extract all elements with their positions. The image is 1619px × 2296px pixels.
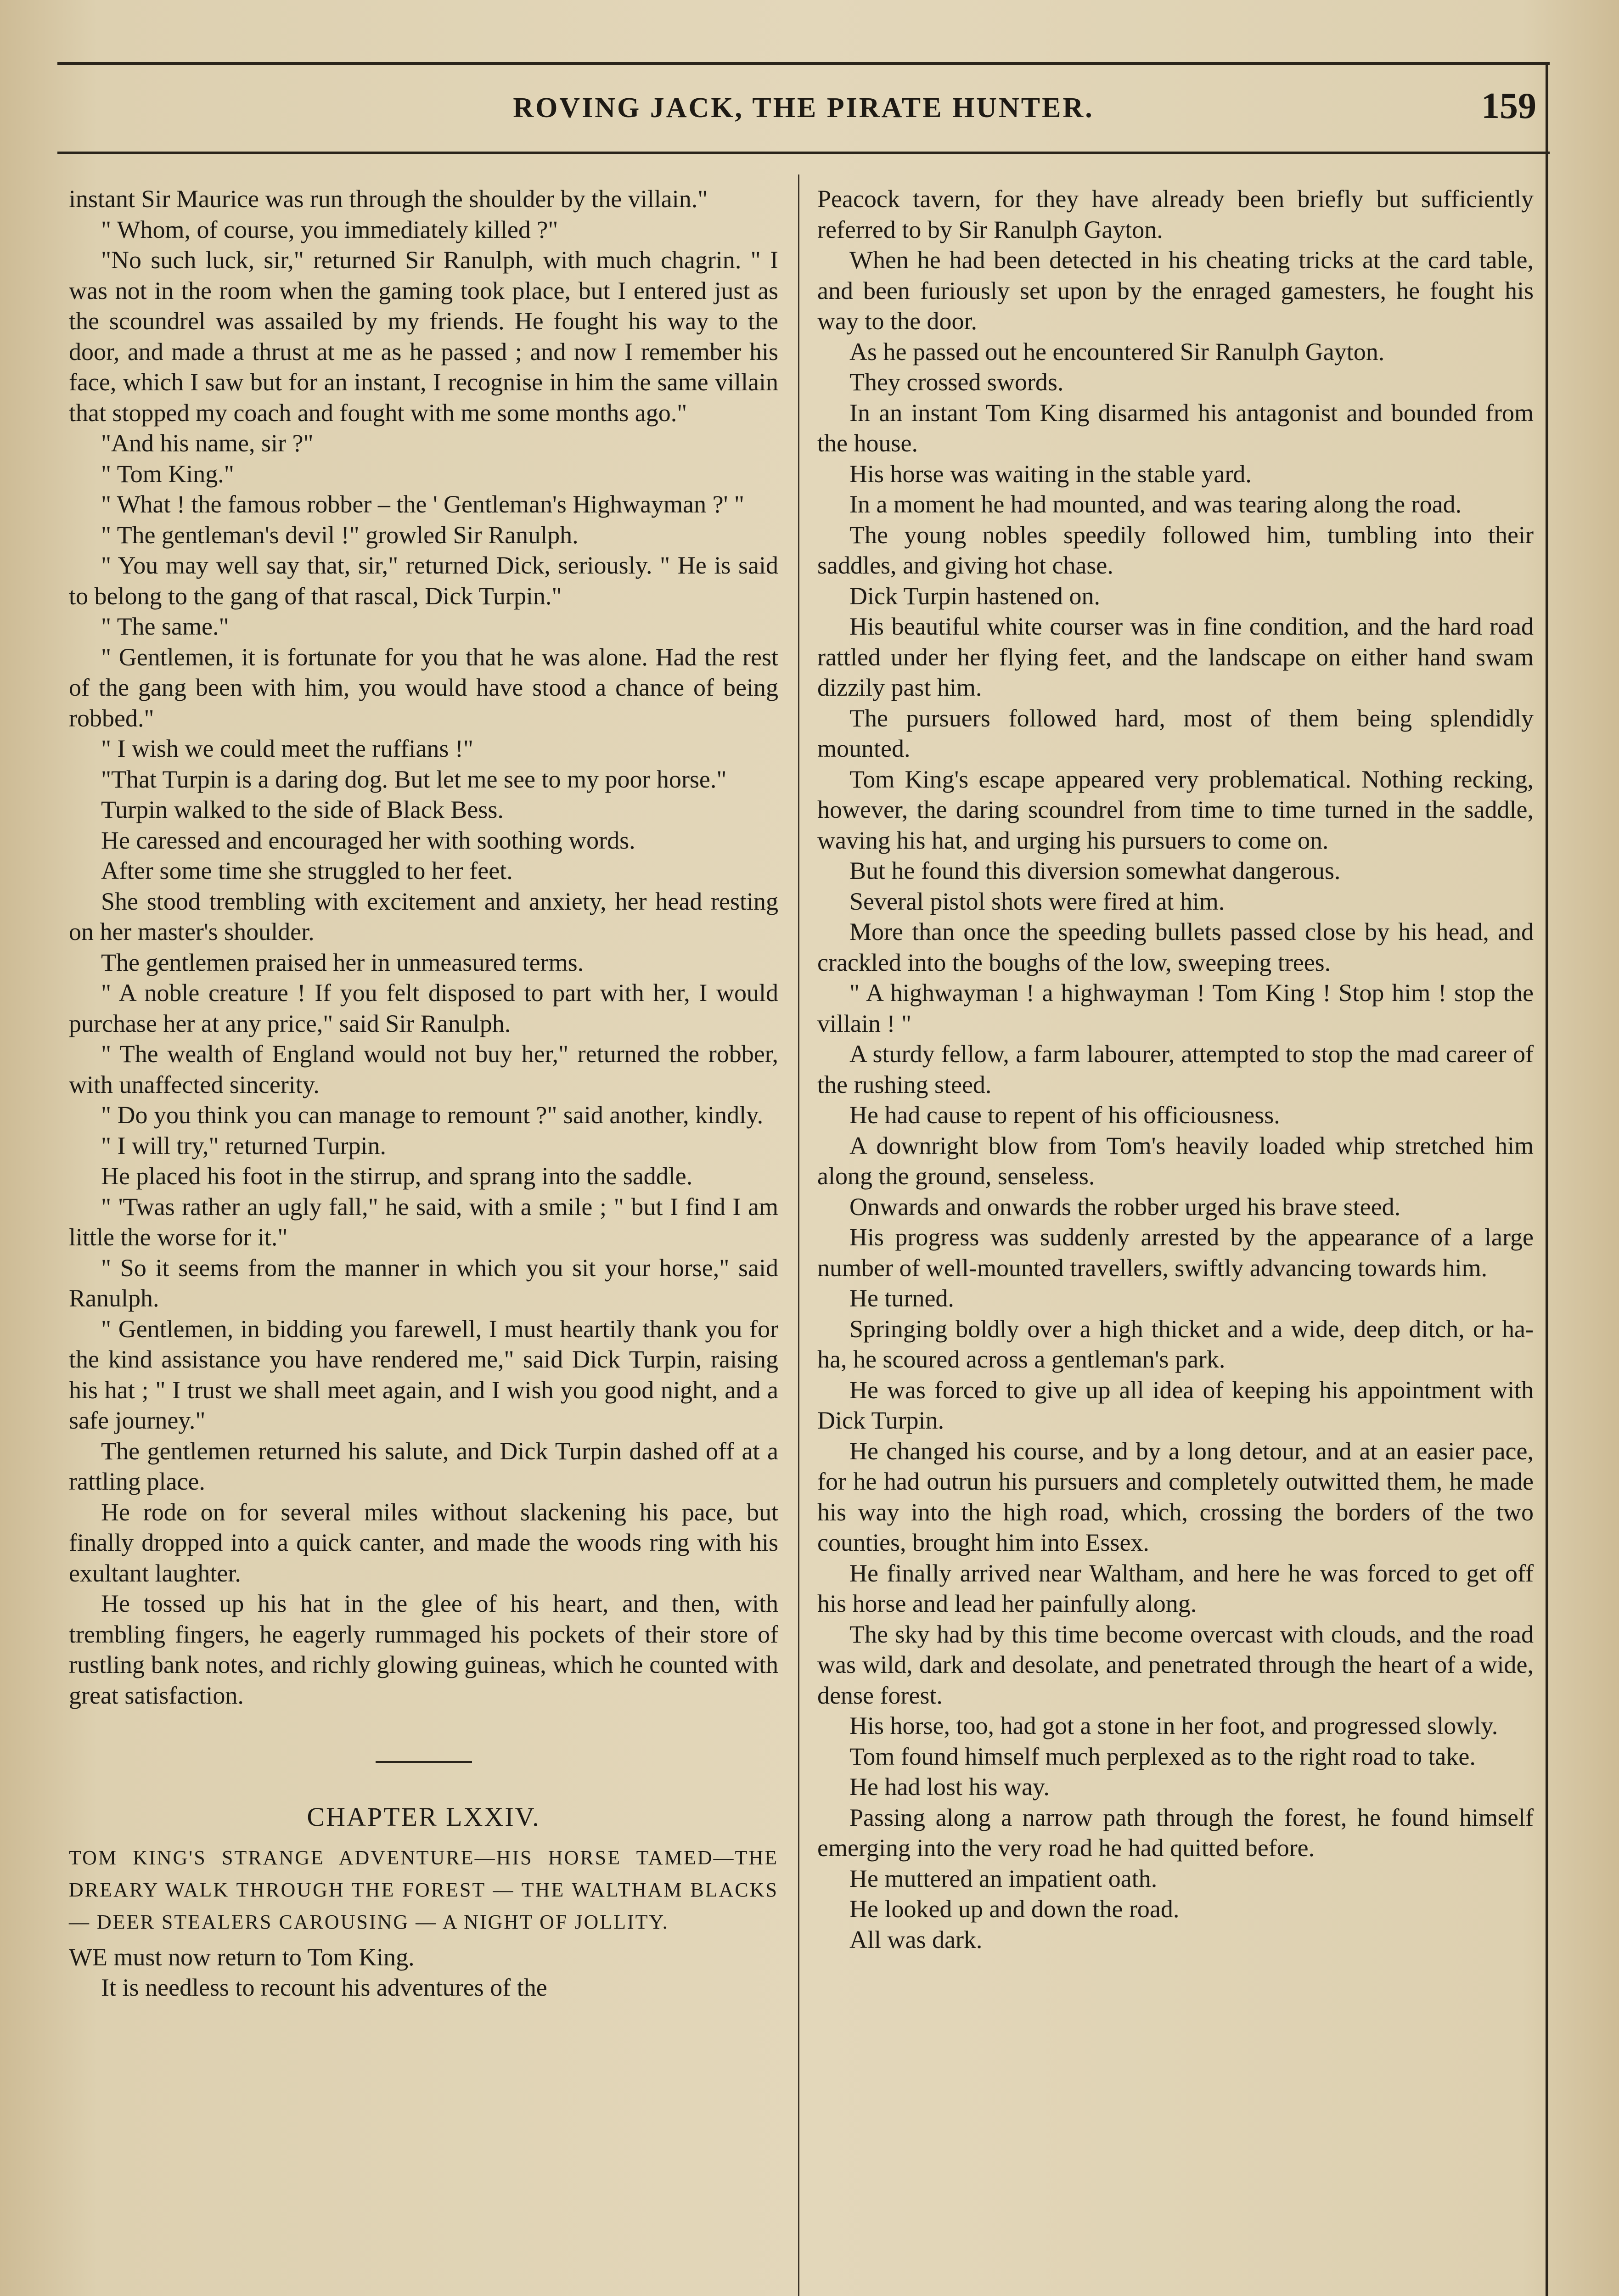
chapter-summary: TOM KING'S STRANGE ADVENTURE—HIS HORSE TAMED—THE DREARY WALK THROUGH THE FOREST — THE WALTHAM BLACKS — DEER STEALERS CAROUSING — A NIGHT OF JOLLITY.: [69, 1846, 778, 1933]
paragraph: "No such luck, sir," returned Sir Ranulph, with much chagrin. " I was not in the room when the gaming took place, but I entered just as the scoundrel was assailed by my friends. He fought his way to the door, and made a thrust at me as he passed ; and now I remember his face, which I saw but for an instant, I recognise in him the same villain that stopped my coach and fought with me some months ago.": [69, 246, 778, 427]
paragraph: " A highwayman ! a highwayman ! Tom King ! Stop him ! stop the villain ! ": [817, 979, 1534, 1037]
paragraph: All was dark.: [849, 1925, 983, 1953]
paragraph: The young nobles speedily followed him, tumbling into their saddles, and giving hot chase.: [817, 521, 1534, 579]
paragraph: " 'Twas rather an ugly fall," he said, with a smile ; " but I find I am little the worse for it.": [69, 1193, 778, 1251]
paragraph: His horse was waiting in the stable yard.: [849, 460, 1252, 488]
paragraph: The pursuers followed hard, most of them being splendidly mounted.: [817, 704, 1534, 762]
right-frame-rule: [1546, 62, 1548, 2296]
paragraph: He muttered an impatient oath.: [849, 1864, 1158, 1892]
paragraph: "And his name, sir ?": [101, 429, 314, 457]
paragraph: His horse, too, had got a stone in her foot, and progressed slowly.: [849, 1712, 1498, 1739]
right-column: [817, 184, 1534, 1955]
paragraph: He caressed and encouraged her with soothing words.: [101, 826, 635, 854]
paragraph: " Tom King.": [101, 460, 234, 488]
paragraph: After some time she struggled to her feet.: [101, 857, 513, 884]
paragraph: " So it seems from the manner in which you sit your horse," said Ranulph.: [69, 1254, 778, 1312]
paragraph: He finally arrived near Waltham, and here he was forced to get off his horse and lead her painfully along.: [817, 1559, 1534, 1617]
paragraph: " Gentlemen, in bidding you farewell, I must heartily thank you for the kind assistance you have rendered me," said Dick Turpin, raising his hat ; " I trust we shall meet again, and I wish you good night, and a safe journey.": [69, 1315, 778, 1434]
paragraph: The gentlemen returned his salute, and Dick Turpin dashed off at a rattling place.: [69, 1437, 778, 1495]
top-frame-rule: [57, 62, 1550, 65]
paragraph: A downright blow from Tom's heavily loaded whip stretched him along the ground, senseless.: [817, 1131, 1534, 1190]
paragraph: " A noble creature ! If you felt disposed to part with her, I would purchase her at any price," said Sir Ranulph.: [69, 979, 778, 1037]
paragraph: " The wealth of England would not buy her," returned the robber, with unaffected sincerity.: [69, 1040, 778, 1098]
paragraph: In an instant Tom King disarmed his antagonist and bounded from the house.: [817, 399, 1534, 457]
paragraph: More than once the speeding bullets passed close by his head, and crackled into the boughs of the low, sweeping trees.: [817, 918, 1534, 976]
paragraph: " Whom, of course, you immediately killed ?": [101, 215, 558, 243]
paragraph: Turpin walked to the side of Black Bess.: [101, 796, 504, 823]
chapter-title: CHAPTER LXXIV.: [307, 1802, 540, 1832]
paragraph: His beautiful white courser was in fine condition, and the hard road rattled under her flying feet, and the landscape on either hand swam dizzily past him.: [817, 613, 1534, 701]
paragraph: " I will try," returned Turpin.: [101, 1131, 387, 1159]
paragraph: When he had been detected in his cheating tricks at the card table, and been furiously set upon by the enraged gamesters, he fought his way to the door.: [817, 246, 1534, 335]
paragraph: " I wish we could meet the ruffians !": [101, 735, 473, 762]
paragraph: " The gentleman's devil !" growled Sir Ranulph.: [101, 521, 579, 549]
paragraph: He placed his foot in the stirrup, and sprang into the saddle.: [101, 1162, 693, 1190]
header-rule: [57, 152, 1550, 154]
chapter-opening-line: WE must now return to Tom King.: [69, 1943, 415, 1971]
paragraph: They crossed swords.: [849, 368, 1064, 396]
paragraph: Onwards and onwards the robber urged his brave steed.: [849, 1193, 1401, 1221]
paragraph: Springing boldly over a high thicket and a wide, deep ditch, or ha-ha, he scoured across a gentleman's park.: [817, 1315, 1534, 1373]
paragraph: He rode on for several miles without slackening his pace, but finally dropped into a quick canter, and made the woods ring with his exultant laughter.: [69, 1498, 778, 1587]
left-column: [69, 184, 778, 2003]
paragraph: His progress was suddenly arrested by the appearance of a large number of well-mounted travellers, swiftly advancing towards him.: [817, 1223, 1534, 1282]
paragraph: " The same.": [101, 613, 229, 640]
paragraph: "That Turpin is a daring dog. But let me see to my poor horse.": [101, 765, 727, 793]
paragraph: A sturdy fellow, a farm labourer, attempted to stop the mad career of the rushing steed.: [817, 1040, 1534, 1098]
paragraph: In a moment he had mounted, and was tearing along the road.: [849, 490, 1462, 518]
paragraph: " Do you think you can manage to remount ?" said another, kindly.: [101, 1101, 764, 1129]
page-number: 159: [1481, 86, 1536, 126]
paragraph: Peacock tavern, for they have already been briefly but sufficiently referred to by Sir Ranulph Gayton.: [817, 185, 1534, 243]
running-title: ROVING JACK, THE PIRATE HUNTER.: [513, 92, 1094, 124]
paragraph: He had lost his way.: [849, 1773, 1050, 1801]
paragraph: Tom found himself much perplexed as to the right road to take.: [849, 1742, 1476, 1770]
paragraph: " What ! the famous robber – the ' Gentleman's Highwayman ?' ": [101, 490, 744, 518]
paragraph: He changed his course, and by a long detour, and at an easier pace, for he had outrun his pursuers and completely outwitted them, he made his way into the high road, which, crossing the borders of the two counties, brought him into Essex.: [817, 1437, 1534, 1556]
paragraph: He had cause to repent of his officiousness.: [849, 1101, 1280, 1129]
paragraph: " You may well say that, sir," returned Dick, seriously. " He is said to belong to the gang of that rascal, Dick Turpin.": [69, 551, 778, 610]
paragraph: She stood trembling with excitement and anxiety, her head resting on her master's shoulder.: [69, 887, 778, 945]
paragraph: He looked up and down the road.: [849, 1895, 1180, 1923]
paragraph: He tossed up his hat in the glee of his heart, and then, with trembling fingers, he eagerly rummaged his pockets of their store of rustling bank notes, and richly glowing guineas, which he counted with great satisfaction.: [69, 1590, 778, 1709]
paragraph: As he passed out he encountered Sir Ranulph Gayton.: [849, 338, 1385, 366]
paragraph: Several pistol shots were fired at him.: [849, 887, 1225, 915]
paragraph: Passing along a narrow path through the forest, he found himself emerging into the very road he had quitted before.: [817, 1803, 1534, 1862]
paragraph: The sky had by this time become overcast with clouds, and the road was wild, dark and desolate, and penetrated through the heart of a wide, dense forest.: [817, 1620, 1534, 1709]
paragraph: instant Sir Maurice was run through the shoulder by the villain.": [69, 185, 708, 213]
column-divider: [798, 174, 799, 2296]
section-divider-rule: [376, 1761, 472, 1763]
paragraph: But he found this diversion somewhat dangerous.: [849, 857, 1341, 884]
paragraph: " Gentlemen, it is fortunate for you that he was alone. Had the rest of the gang been with him, you would have stood a chance of being robbed.": [69, 643, 778, 732]
paragraph: Dick Turpin hastened on.: [849, 582, 1100, 610]
paragraph: He was forced to give up all idea of keeping his appointment with Dick Turpin.: [817, 1376, 1534, 1434]
paragraph: The gentlemen praised her in unmeasured terms.: [101, 948, 584, 976]
paragraph: Tom King's escape appeared very problematical. Nothing recking, however, the daring scoundrel from time to time turned in the saddle, waving his hat, and urging his pursuers to come on.: [817, 765, 1534, 854]
paragraph: He turned.: [849, 1284, 954, 1312]
chapter-opening-line: It is needless to recount his adventures of the: [101, 1974, 547, 2001]
